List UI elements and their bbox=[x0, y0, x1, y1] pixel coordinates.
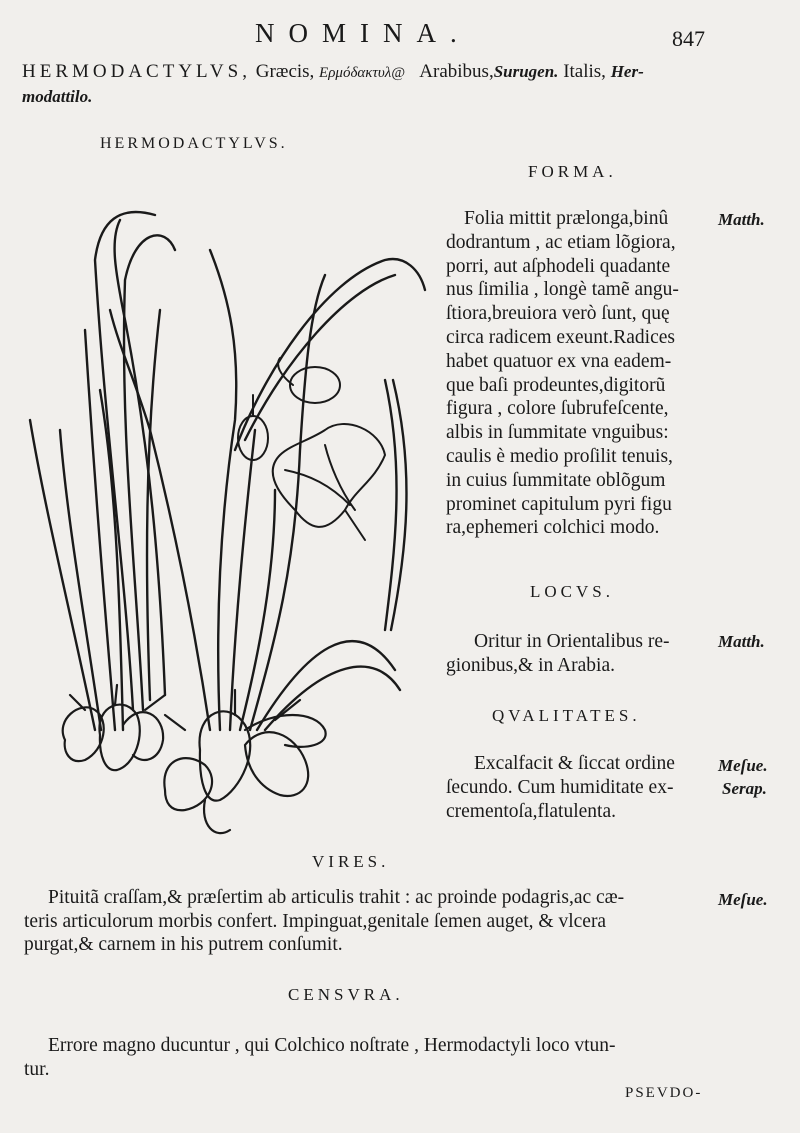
forma-line: circa radicem exeunt.Radices bbox=[446, 326, 676, 348]
vires-line: Pituitã craſſam,& præſertim ab articulis trahit : ac proinde podagris,ac cæ- bbox=[48, 887, 625, 908]
qualitates-heading: QVALITATES. bbox=[492, 706, 641, 725]
margin-note-matth: Matth. bbox=[718, 210, 765, 229]
vires-heading: VIRES. bbox=[312, 852, 390, 871]
margin-note-serap: Serap. bbox=[722, 779, 767, 798]
forma-line: dodrantum , ac etiam lõgiora, bbox=[446, 231, 676, 253]
forma-line: caulis è medio proſilit tenuis, bbox=[446, 445, 673, 467]
greek-name: Ερμόδακτυλ@ bbox=[319, 65, 406, 81]
forma-line: ra,ephemeri colchici modo. bbox=[446, 517, 660, 539]
forma-line: ſtiora,breuiora verò ſunt, quę bbox=[446, 303, 670, 325]
forma-line: habet quatuor ex vna eadem- bbox=[446, 350, 672, 372]
censura-line: tur. bbox=[24, 1058, 50, 1080]
forma-heading: FORMA. bbox=[528, 162, 617, 181]
locus-paragraph bbox=[446, 630, 670, 678]
page-number: 847 bbox=[672, 26, 705, 51]
arabic-label: Arabibus, bbox=[419, 61, 494, 82]
forma-line: nus ſimilia , longè tamẽ angu- bbox=[446, 279, 679, 301]
margin-note-mesue: Meſue. bbox=[718, 756, 768, 775]
locus-line: gionibus,& in Arabia. bbox=[446, 654, 615, 676]
forma-line: Folia mittit prælonga,binû bbox=[464, 208, 669, 229]
margin-note-matth: Matth. bbox=[718, 632, 765, 651]
forma-line: in cuius ſummitate oblõgum bbox=[446, 469, 666, 491]
hermodactylus-woodcut-illustration bbox=[25, 190, 445, 840]
censura-paragraph bbox=[24, 1034, 616, 1081]
italian-name-part1: Her- bbox=[610, 62, 644, 81]
qualitates-line: crementoſa,flatulenta. bbox=[446, 800, 616, 822]
qualitates-line: ſecundo. Cum humiditate ex- bbox=[446, 776, 674, 798]
leaf-blades bbox=[30, 212, 425, 730]
arabic-name: Surugen. bbox=[493, 62, 559, 81]
censura-line: Errore magno ducuntur , qui Colchico noſtrate , Hermodactyli loco vtun- bbox=[48, 1035, 616, 1056]
forma-line: figura , colore ſubrufeſcente, bbox=[446, 398, 669, 420]
forma-line: prominet capitulum pyri figu bbox=[446, 493, 672, 515]
locus-heading: LOCVS. bbox=[530, 582, 614, 601]
figure-caption: HERMODACTYLVS. bbox=[100, 135, 288, 152]
forma-paragraph bbox=[446, 207, 679, 540]
running-title: NOMINA. bbox=[255, 18, 471, 48]
italian-name-part2: modattilo. bbox=[22, 87, 93, 106]
vires-paragraph bbox=[24, 886, 624, 957]
vires-line: teris articulorum morbis confert. Impinguat,genitale ſemen auget, & vlcera bbox=[24, 910, 607, 932]
qualitates-line: Excalfacit & ſiccat ordine bbox=[474, 753, 675, 774]
locus-line: Oritur in Orientalibus re- bbox=[474, 631, 670, 652]
greek-label: Græcis, bbox=[255, 61, 315, 82]
flower-buds bbox=[238, 358, 385, 540]
name-hermodactylus: HERMODACTYLVS, bbox=[22, 61, 251, 82]
italian-label: Italis, bbox=[563, 61, 606, 82]
qualitates-paragraph bbox=[446, 752, 675, 823]
margin-note-mesue: Meſue. bbox=[718, 890, 768, 909]
censura-heading: CENSVRA. bbox=[288, 985, 404, 1004]
vires-line: purgat,& carnem in his putrem conſumit. bbox=[24, 934, 343, 955]
plant-names-line bbox=[22, 60, 712, 109]
forma-line: que baſi prodeuntes,digitorũ bbox=[446, 374, 666, 396]
forma-line: porri, aut aſphodeli quadante bbox=[446, 255, 671, 277]
forma-line: albis in ſummitate vnguibus: bbox=[446, 422, 669, 444]
catchword: PSEVDO- bbox=[625, 1085, 703, 1101]
